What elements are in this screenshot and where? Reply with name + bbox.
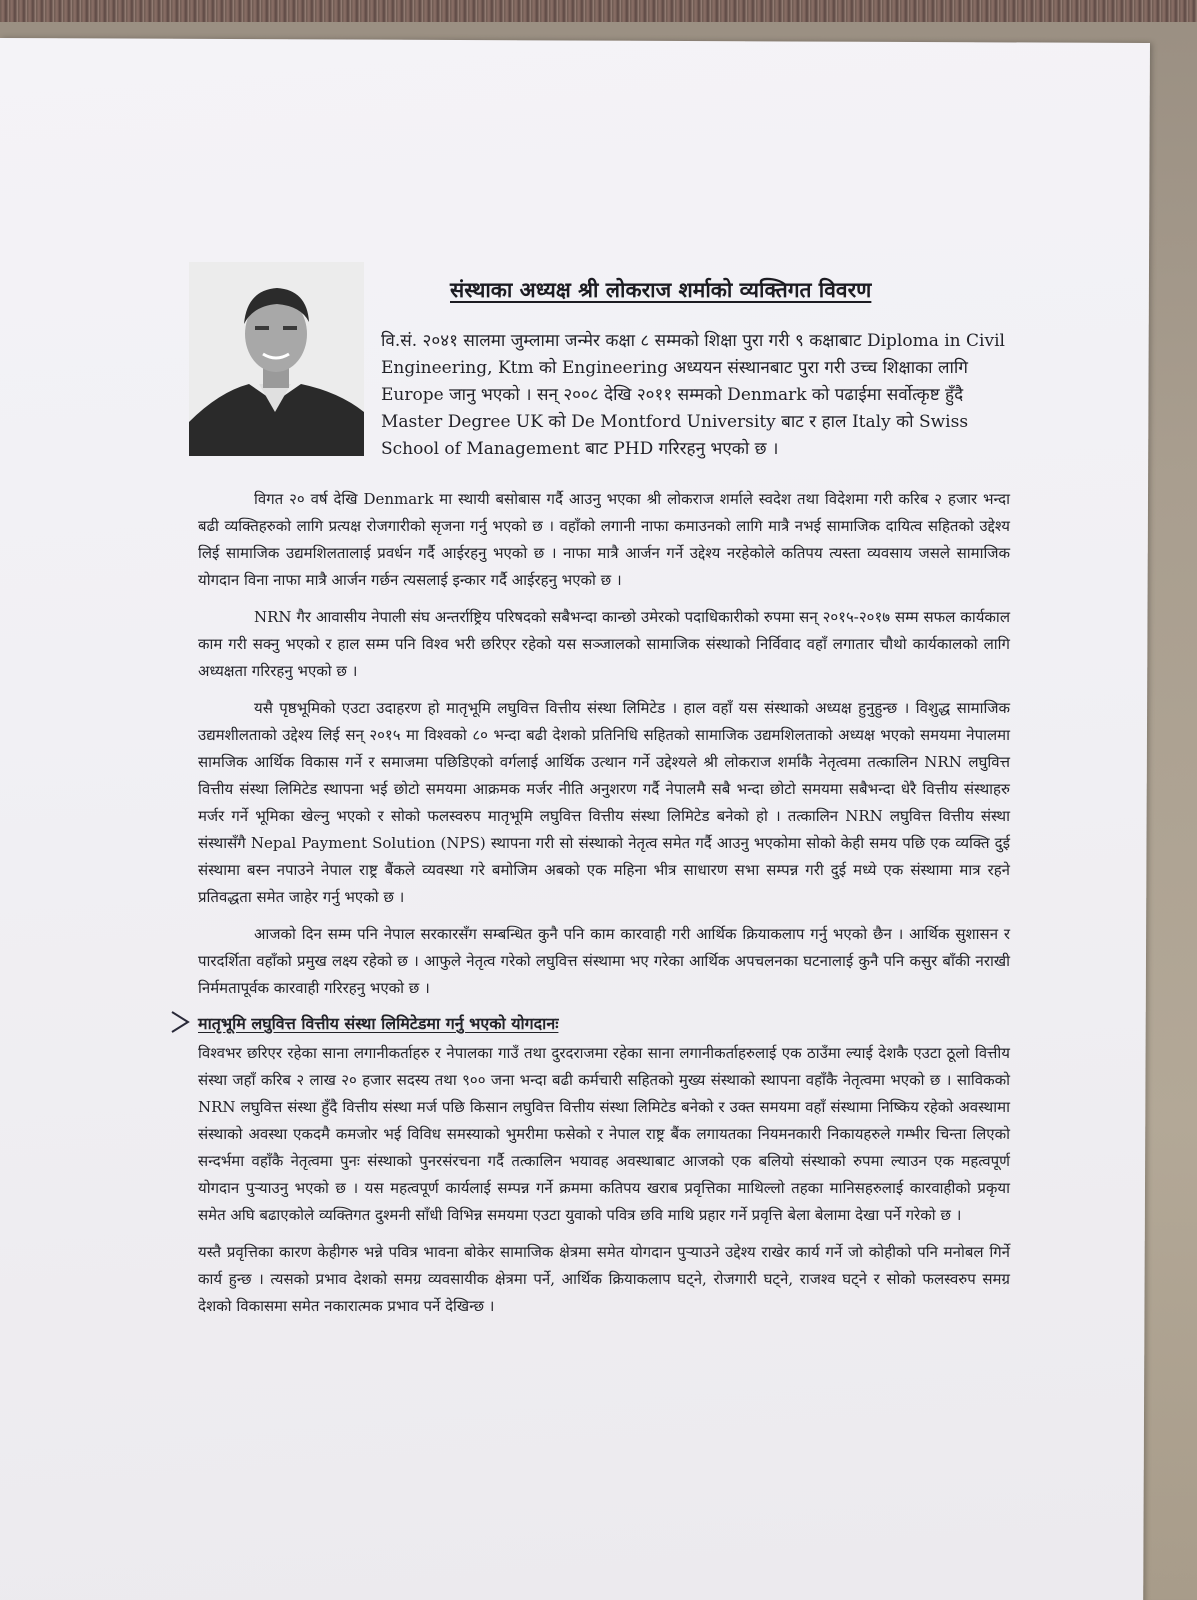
arrow-mark-icon bbox=[168, 1008, 194, 1036]
portrait-photo bbox=[189, 262, 364, 456]
body-paragraph: आजको दिन सम्म पनि नेपाल सरकारसँग सम्बन्धित कुनै पनि काम कारवाही गरी आर्थिक क्रियाकलाप गर्नु भएको छैन । आर्थिक सुशासन र पारदर्शिता वहाँको प्रमुख लक्ष्य रहेको छ । आफुले नेतृत्व गरेको लघुवित्त संस्थामा भए गरेका आर्थिक अपचलनका घटनालाई कुनै पनि कसुर बाँकी नराखी निर्ममतापूर्वक कारवाही गरिरहनु भएको छ । bbox=[198, 925, 1010, 997]
section-paragraph: विश्वभर छरिएर रहेका साना लगानीकर्ताहरु र नेपालका गाउँ तथा दुरदराजमा रहेका साना लगानीकर्ताहरुलाई एक ठाउँमा ल्याई देशकै एउटा ठूलो वित्तीय संस्था जहाँ करिब २ लाख २० हजार सदस्य तथा ९०० जना भन्दा बढी कर्मचारी सहितको मुख्य संस्थाको स्थापना वहाँकै नेतृत्वमा भएको छ । साविकको NRN लघुवित्त संस्था हुँदै वित्तीय संस्था मर्ज पछि किसान लघुवित्त वित्तीय संस्था लिमिटेड बनेको र उक्त समयमा वहाँ संस्थामा निष्किय रहेको अवस्थामा संस्थाको अवस्था एकदमै कमजोर भई विविध समस्याको भुमरीमा फसेको र नेपाल राष्ट्र बैंक लगायतका नियमनकारी निकायहरुले गम्भीर चिन्ता लिएको सन्दर्भमा वहाँकै नेतृत्वमा पुनः संस्थाको पुनरसंरचना गर्दै तत्कालिन भयावह अवस्थाबाट आजको एक बलियो संस्थाको रुपमा ल्याउन एक महत्वपूर्ण योगदान पुर्‍याउनु भएको छ । यस महत्वपूर्ण कार्यलाई सम्पन्न गर्ने क्रममा कतिपय खराब प्रवृत्तिका माथिल्लो तहका मानिसहरुलाई कारवाहीको प्रकृया समेत अघि बढाएकोले व्यक्तिगत दुश्मनी साँधी विभिन्न समयमा एउटा युवाको पवित्र छवि माथि प्रहार गर्ने प्रवृत्ति बेला बेलामा देखा पर्ने गरेको छ । bbox=[198, 1044, 1010, 1224]
section-heading bbox=[198, 1012, 1010, 1034]
body-paragraph: यसै पृष्ठभूमिको एउटा उदाहरण हो मातृभूमि लघुवित्त वित्तीय संस्था लिमिटेड । हाल वहाँ यस संस्थाको अध्यक्ष हुनुहुन्छ । विशुद्ध सामाजिक उद्यमशीलताको उद्देश्य लिई सन् २०१५ मा विश्वको ८० भन्दा बढी देशको प्रतिनिधि सहितको सामाजिक उद्यमशिलताको अध्यक्ष भएको समयमा नेपालमा सामजिक आर्थिक विकास गर्ने र समाजमा पछिडिएको वर्गलाई आर्थिक उत्थान गर्ने उद्देश्यले श्री लोकराज शर्माकै नेतृत्वमा तत्कालिन NRN लघुवित्त वित्तीय संस्था लिमिटेड स्थापना भई छोटो समयमा आक्रमक मर्जर नीति अनुशरण गर्दै नेपालमै सबै भन्दा छोटो समयमा सबैभन्दा धेरै वित्तीय संस्थाहरु मर्जर गर्ने भूमिका खेल्नु भएको र सोको फलस्वरुप मातृभूमि लघुवित्त वित्तीय संस्था लिमिटेड बनेको हो । तत्कालिन NRN लघुवित्त वित्तीय संस्था संस्थासँगै Nepal Payment Solution (NPS) स्थापना गरी सो संस्थाको नेतृत्व समेत गर्दै आउनु भएकोमा सोको केही समय पछि एक व्यक्ति दुई संस्थामा बस्न नपाउने नेपाल राष्ट्र बैंकले व्यवस्था गरे बमोजिम अबको एक महिना भीत्र साधारण सभा सम्पन्न गरी दुई मध्ये एक संस्थामा मात्र रहने प्रतिवद्धता समेत जाहेर गर्नु भएको छ । bbox=[198, 699, 1010, 906]
section-paragraph: यस्तै प्रवृत्तिका कारण केहीगरु भन्ने पवित्र भावना बोकेर सामाजिक क्षेत्रमा समेत योगदान पुर्‍याउने उद्देश्य राखेर कार्य गर्ने जो कोहीको पनि मनोबल गिर्ने कार्य हुन्छ । त्यसको प्रभाव देशको समग्र व्यवसायीक क्षेत्रमा पर्ने, आर्थिक क्रियाकलाप घट्ने, रोजगारी घट्ने, राजश्व घट्ने र सोको फलस्वरुप समग्र देशको विकासमा समेत नकारात्मक प्रभाव पर्ने देखिन्छ । bbox=[198, 1243, 1010, 1315]
document-body bbox=[198, 486, 1010, 1330]
intro-paragraph: वि.सं. २०४१ सालमा जुम्लामा जन्मेर कक्षा ८ सम्मको शिक्षा पुरा गरी ९ कक्षाबाट Diploma in Civil Engineering, Ktm को Engineering अध्ययन संस्थानबाट पुरा गरी उच्च शिक्षाका लागि Europe जानु भएको । सन् २००८ देखि २०११ सम्मको Denmark को पढाईमा सर्वोत्कृष्ट हुँदै Master Degree UK को De Montford University बाट र हाल Italy को Swiss School of Management बाट PHD गरिरहनु भएको छ । bbox=[381, 331, 1005, 459]
section-heading-text: मातृभूमि लघुवित्त वित्तीय संस्था लिमिटेडमा गर्नु भएको योगदानः bbox=[198, 1014, 559, 1033]
background-fabric bbox=[0, 0, 1197, 22]
portrait-icon bbox=[189, 262, 364, 456]
body-paragraph: विगत २० वर्ष देखि Denmark मा स्थायी बसोबास गर्दै आउनु भएका श्री लोकराज शर्माले स्वदेश तथा विदेशमा गरी करिब २ हजार भन्दा बढी व्यक्तिहरुको लागि प्रत्यक्ष रोजगारीको सृजना गर्नु भएको छ । वहाँको लगानी नाफा कमाउनको लागि मात्रै नभई सामाजिक दायित्व सहितको उद्देश्य लिई सामाजिक उद्यमशिलतालाई प्रवर्धन गर्दै आईरहनु भएको छ । नाफा मात्रै आर्जन गर्ने उद्देश्य नरहेकोले कतिपय त्यस्ता व्यवसाय जसले सामाजिक योगदान विना नाफा मात्रै आर्जन गर्छन त्यसलाई इन्कार गर्दै आईरहनु भएको छ । bbox=[198, 490, 1010, 589]
body-paragraph: NRN गैर आवासीय नेपाली संघ अन्तर्राष्ट्रिय परिषदको सबैभन्दा कान्छो उमेरको पदाधिकारीको रुपमा सन् २०१५-२०१७ सम्म सफल कार्यकाल काम गरी सक्नु भएको र हाल सम्म पनि विश्व भरी छरिएर रहेको यस सञ्जालको सामाजिक संस्थाको निर्विवाद वहाँ लगातार चौथो कार्यकालको लागि अध्यक्षता गरिरहनु भएको छ । bbox=[198, 608, 1010, 680]
document-title: संस्थाका अध्यक्ष श्री लोकराज शर्माको व्यक्तिगत विवरण bbox=[450, 277, 872, 302]
